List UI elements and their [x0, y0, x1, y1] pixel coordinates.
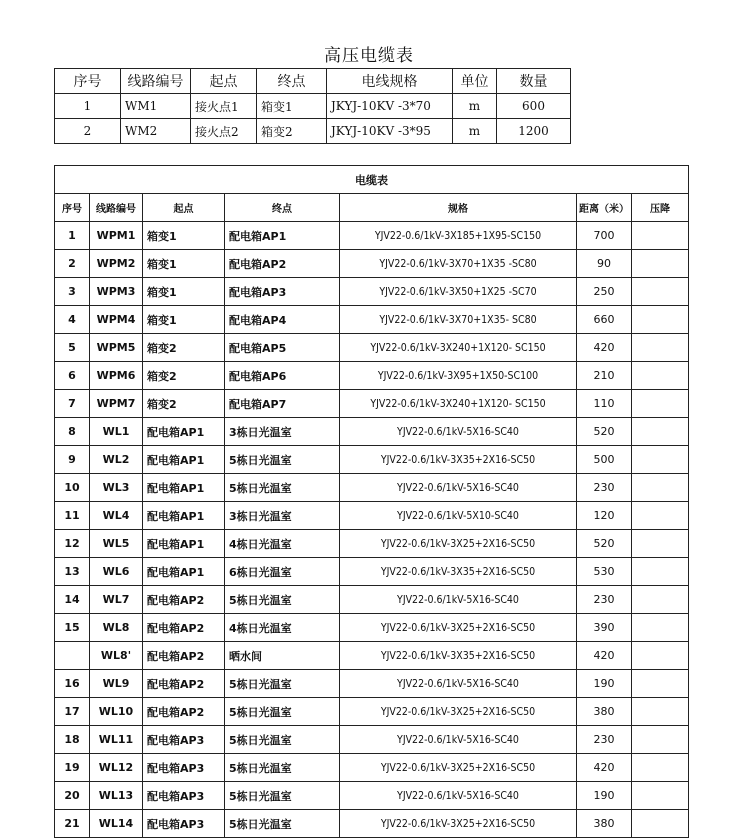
table-cell: 600 [497, 94, 571, 119]
table-cell [632, 278, 689, 306]
table-row [55, 726, 689, 754]
table-row [55, 502, 689, 530]
table-cell: 20 [55, 782, 90, 810]
table-cell [632, 418, 689, 446]
table-cell: 箱变2 [143, 390, 225, 418]
column-header: 距离（米） [577, 194, 632, 222]
table-cell [632, 306, 689, 334]
table-cell: 5栋日光温室 [225, 726, 340, 754]
table-cell: 520 [577, 530, 632, 558]
table-cell: WPM6 [90, 362, 143, 390]
table-cell: 1 [55, 94, 121, 119]
table-header-row [55, 69, 571, 94]
table-cell: 箱变1 [143, 222, 225, 250]
table-cell: WL6 [90, 558, 143, 586]
table-cell: 380 [577, 698, 632, 726]
table-cell: 10 [55, 474, 90, 502]
table-cell: 配电箱AP1 [143, 530, 225, 558]
table-cell: 190 [577, 782, 632, 810]
table-cell: YJV22-0.6/1kV-5X16-SC40 [340, 418, 577, 446]
table-cell: YJV22-0.6/1kV-5X16-SC40 [340, 726, 577, 754]
table-row [55, 754, 689, 782]
table-cell: 7 [55, 390, 90, 418]
table-cell: YJV22-0.6/1kV-3X95+1X50-SC100 [340, 362, 577, 390]
table-cell: YJV22-0.6/1kV-3X35+2X16-SC50 [340, 446, 577, 474]
table-row [55, 446, 689, 474]
table-cell: 5栋日光温室 [225, 670, 340, 698]
table-cell: 700 [577, 222, 632, 250]
high-voltage-cable-table-title: 高压电缆表 [324, 46, 414, 66]
table-cell: 390 [577, 614, 632, 642]
table-row [55, 614, 689, 642]
column-header: 单位 [453, 69, 497, 94]
table-cell [55, 642, 90, 670]
table-cell: m [453, 119, 497, 144]
table-cell: 配电箱AP3 [143, 782, 225, 810]
table-cell: 250 [577, 278, 632, 306]
table-cell: 3栋日光温室 [225, 502, 340, 530]
table-row [55, 250, 689, 278]
table-row [55, 94, 571, 119]
table-header-row [55, 194, 689, 222]
table-cell: 110 [577, 390, 632, 418]
table-cell: 4栋日光温室 [225, 614, 340, 642]
table-cell: WL1 [90, 418, 143, 446]
table-cell: 190 [577, 670, 632, 698]
table-cell: 配电箱AP6 [225, 362, 340, 390]
table-cell: 配电箱AP3 [143, 754, 225, 782]
table-cell: 箱变2 [257, 119, 327, 144]
table-cell: 210 [577, 362, 632, 390]
table-cell: 晒水间 [225, 642, 340, 670]
table-cell: WPM2 [90, 250, 143, 278]
cable-table-title-row [55, 166, 689, 194]
column-header: 电线规格 [327, 69, 453, 94]
table-row [55, 222, 689, 250]
table-cell: 配电箱AP1 [143, 418, 225, 446]
table-cell: 接火点2 [191, 119, 257, 144]
table-cell: YJV22-0.6/1kV-3X25+2X16-SC50 [340, 698, 577, 726]
table-cell: WL12 [90, 754, 143, 782]
table-row [55, 810, 689, 838]
table-cell [632, 474, 689, 502]
table-row [55, 782, 689, 810]
table-row [55, 390, 689, 418]
table-cell [632, 698, 689, 726]
table-cell: YJV22-0.6/1kV-3X50+1X25 -SC70 [340, 278, 577, 306]
table-cell: 500 [577, 446, 632, 474]
table-cell: 420 [577, 642, 632, 670]
table-cell: 3栋日光温室 [225, 418, 340, 446]
table-cell: JKYJ-10KV -3*70 [327, 94, 453, 119]
table-cell: 230 [577, 474, 632, 502]
table-cell: 配电箱AP1 [143, 558, 225, 586]
table-cell [632, 642, 689, 670]
column-header: 压降 [632, 194, 689, 222]
table-cell: WL2 [90, 446, 143, 474]
table-cell [632, 334, 689, 362]
table-cell: 配电箱AP3 [143, 810, 225, 838]
table-cell: WPM3 [90, 278, 143, 306]
table-cell: 18 [55, 726, 90, 754]
table-cell: YJV22-0.6/1kV-3X25+2X16-SC50 [340, 810, 577, 838]
table-cell [632, 670, 689, 698]
table-cell: 箱变2 [143, 362, 225, 390]
table-cell: 11 [55, 502, 90, 530]
table-cell: 660 [577, 306, 632, 334]
table-cell: YJV22-0.6/1kV-5X16-SC40 [340, 586, 577, 614]
table-cell: YJV22-0.6/1kV-3X70+1X35- SC80 [340, 306, 577, 334]
table-cell: 5栋日光温室 [225, 782, 340, 810]
table-cell: 箱变1 [143, 306, 225, 334]
table-cell: 12 [55, 530, 90, 558]
table-cell: JKYJ-10KV -3*95 [327, 119, 453, 144]
table-cell: 6栋日光温室 [225, 558, 340, 586]
table-cell: 箱变1 [143, 278, 225, 306]
table-cell: 15 [55, 614, 90, 642]
table-row [55, 670, 689, 698]
table-cell: 配电箱AP1 [225, 222, 340, 250]
column-header: 起点 [143, 194, 225, 222]
table-cell: 箱变2 [143, 334, 225, 362]
column-header: 序号 [55, 69, 121, 94]
table-cell: WL5 [90, 530, 143, 558]
table-row [55, 334, 689, 362]
table-cell: YJV22-0.6/1kV-5X10-SC40 [340, 502, 577, 530]
table-cell: 21 [55, 810, 90, 838]
table-cell: 13 [55, 558, 90, 586]
table-cell: WL7 [90, 586, 143, 614]
table-cell [632, 362, 689, 390]
table-row [55, 418, 689, 446]
table-cell: 配电箱AP2 [143, 586, 225, 614]
table-cell [632, 250, 689, 278]
table-cell: WPM7 [90, 390, 143, 418]
table-cell: YJV22-0.6/1kV-3X25+2X16-SC50 [340, 614, 577, 642]
table-cell: 箱变1 [257, 94, 327, 119]
table-cell: 230 [577, 586, 632, 614]
table-cell: 5栋日光温室 [225, 698, 340, 726]
table-cell: YJV22-0.6/1kV-3X185+1X95-SC150 [340, 222, 577, 250]
table-cell: 配电箱AP5 [225, 334, 340, 362]
table-cell: 配电箱AP3 [143, 726, 225, 754]
table-row [55, 558, 689, 586]
table-cell: 配电箱AP7 [225, 390, 340, 418]
table-cell: 120 [577, 502, 632, 530]
table-cell: 配电箱AP1 [143, 446, 225, 474]
column-header: 规格 [340, 194, 577, 222]
table-cell: 箱变1 [143, 250, 225, 278]
table-row [55, 278, 689, 306]
table-cell [632, 726, 689, 754]
table-cell: 配电箱AP3 [225, 278, 340, 306]
table-cell: 5栋日光温室 [225, 446, 340, 474]
table-cell: YJV22-0.6/1kV-5X16-SC40 [340, 474, 577, 502]
table-cell: 配电箱AP2 [225, 250, 340, 278]
cable-table-title: 电缆表 [55, 166, 689, 194]
table-cell: 520 [577, 418, 632, 446]
table-cell: 90 [577, 250, 632, 278]
column-header: 线路编号 [90, 194, 143, 222]
table-cell: WL9 [90, 670, 143, 698]
table-cell: 1200 [497, 119, 571, 144]
table-cell: WL8' [90, 642, 143, 670]
table-cell: YJV22-0.6/1kV-3X25+2X16-SC50 [340, 530, 577, 558]
table-cell: WL13 [90, 782, 143, 810]
table-cell: 420 [577, 334, 632, 362]
table-cell: 3 [55, 278, 90, 306]
table-cell: 9 [55, 446, 90, 474]
table-cell: WL4 [90, 502, 143, 530]
column-header: 起点 [191, 69, 257, 94]
table-cell [632, 586, 689, 614]
table-row [55, 698, 689, 726]
table-cell: 配电箱AP2 [143, 642, 225, 670]
table-row [55, 530, 689, 558]
table-cell: 2 [55, 250, 90, 278]
table-cell: WL3 [90, 474, 143, 502]
table-cell: 2 [55, 119, 121, 144]
table-cell: 4栋日光温室 [225, 530, 340, 558]
table-cell: 19 [55, 754, 90, 782]
table-cell: WL8 [90, 614, 143, 642]
high-voltage-cable-table [54, 68, 571, 144]
table-cell: 配电箱AP1 [143, 502, 225, 530]
table-cell: 530 [577, 558, 632, 586]
table-cell: WM2 [121, 119, 191, 144]
table-cell: 14 [55, 586, 90, 614]
table-cell: YJV22-0.6/1kV-5X16-SC40 [340, 670, 577, 698]
table-cell [632, 754, 689, 782]
table-cell: WL14 [90, 810, 143, 838]
table-row [55, 119, 571, 144]
table-cell [632, 558, 689, 586]
table-cell: 5栋日光温室 [225, 754, 340, 782]
table-cell [632, 446, 689, 474]
table-cell: 16 [55, 670, 90, 698]
cable-table [54, 165, 689, 838]
table-cell: 配电箱AP1 [143, 474, 225, 502]
table-row [55, 642, 689, 670]
table-cell: 5栋日光温室 [225, 586, 340, 614]
table-cell: WPM4 [90, 306, 143, 334]
table-cell: 配电箱AP2 [143, 614, 225, 642]
table-row [55, 474, 689, 502]
table-cell: YJV22-0.6/1kV-5X16-SC40 [340, 782, 577, 810]
table-cell [632, 502, 689, 530]
table-cell: WM1 [121, 94, 191, 119]
table-cell: YJV22-0.6/1kV-3X35+2X16-SC50 [340, 642, 577, 670]
table-cell: 5 [55, 334, 90, 362]
table-cell: 配电箱AP2 [143, 670, 225, 698]
table-cell: 5栋日光温室 [225, 810, 340, 838]
table-cell: WPM1 [90, 222, 143, 250]
table-row [55, 586, 689, 614]
table-cell: 17 [55, 698, 90, 726]
table-row [55, 306, 689, 334]
table-cell: YJV22-0.6/1kV-3X240+1X120- SC150 [340, 390, 577, 418]
column-header: 线路编号 [121, 69, 191, 94]
table-cell [632, 222, 689, 250]
table-cell: YJV22-0.6/1kV-3X70+1X35 -SC80 [340, 250, 577, 278]
table-cell: WL10 [90, 698, 143, 726]
table-cell [632, 530, 689, 558]
table-cell: 230 [577, 726, 632, 754]
table-cell [632, 782, 689, 810]
table-cell: 4 [55, 306, 90, 334]
table-cell: 8 [55, 418, 90, 446]
column-header: 终点 [257, 69, 327, 94]
table-cell: WL11 [90, 726, 143, 754]
table-cell: WPM5 [90, 334, 143, 362]
table-row [55, 362, 689, 390]
table-cell [632, 810, 689, 838]
table-cell: 接火点1 [191, 94, 257, 119]
table-cell: 配电箱AP4 [225, 306, 340, 334]
table-cell: 1 [55, 222, 90, 250]
table-cell: YJV22-0.6/1kV-3X25+2X16-SC50 [340, 754, 577, 782]
column-header: 数量 [497, 69, 571, 94]
table-cell [632, 614, 689, 642]
column-header: 终点 [225, 194, 340, 222]
table-cell: 5栋日光温室 [225, 474, 340, 502]
table-cell: 配电箱AP2 [143, 698, 225, 726]
table-cell: YJV22-0.6/1kV-3X35+2X16-SC50 [340, 558, 577, 586]
table-cell: m [453, 94, 497, 119]
table-cell: 420 [577, 754, 632, 782]
table-cell [632, 390, 689, 418]
table-cell: 6 [55, 362, 90, 390]
table-cell: 380 [577, 810, 632, 838]
table-cell: YJV22-0.6/1kV-3X240+1X120- SC150 [340, 334, 577, 362]
column-header: 序号 [55, 194, 90, 222]
